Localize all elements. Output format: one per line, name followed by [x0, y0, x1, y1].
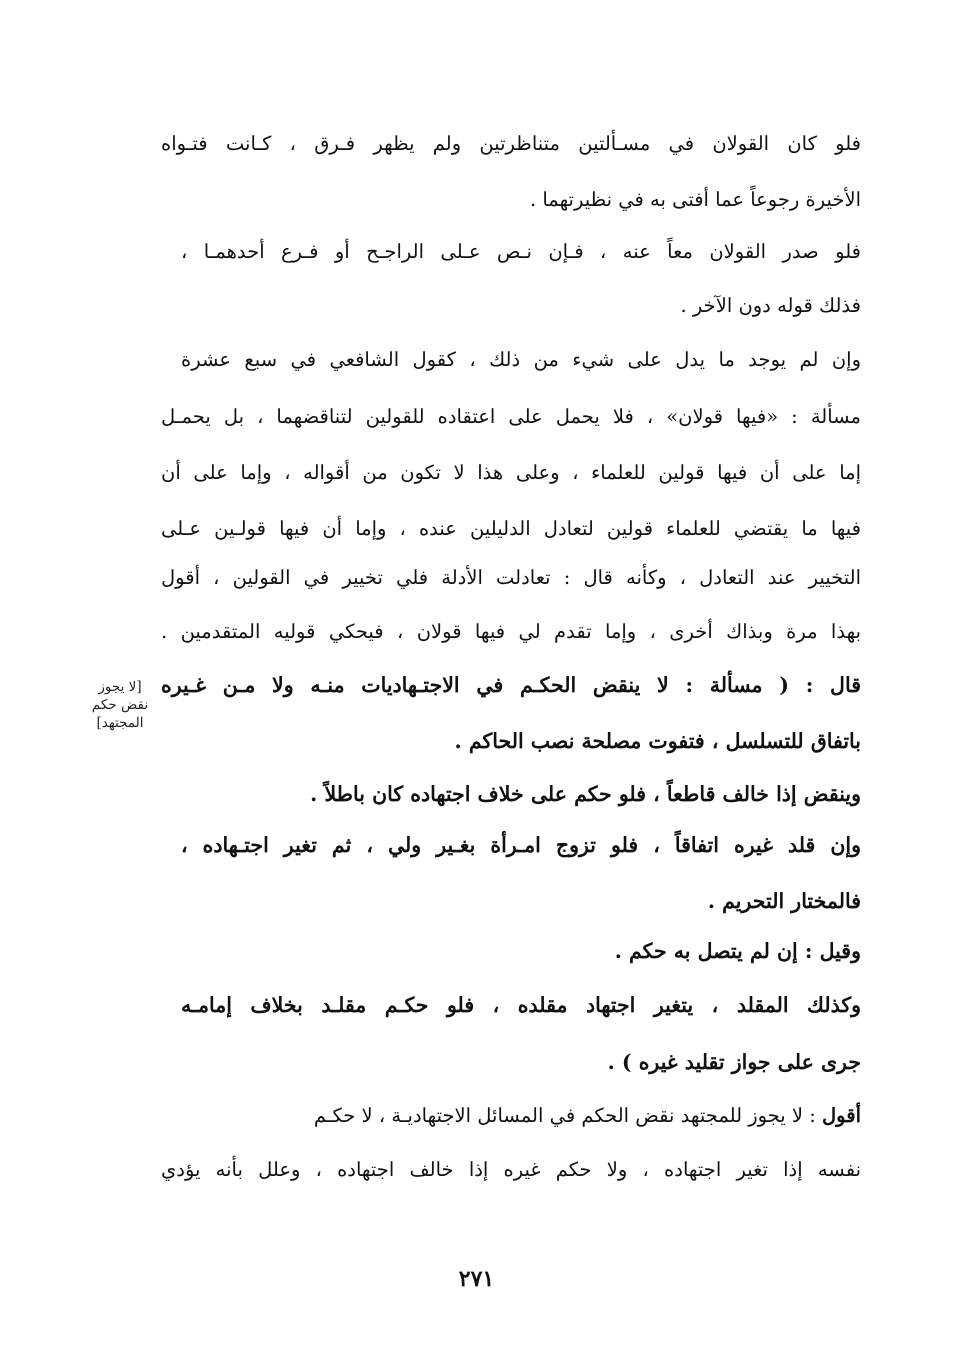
text-line-bold: جرى على جواز تقليد غيره ) . [607, 1050, 861, 1074]
text-line: وإن لم يوجد ما يدل على شيء من ذلك ، كقول الشافعي في سبع عشرة [181, 348, 861, 371]
text-line: التخيير عند التعادل ، وكأنه قال : تعادلت الأدلة فلي تخيير في القولين ، أقول [161, 566, 861, 589]
text-line: نفسه إذا تغير اجتهاده ، ولا حكم غيره إذا خالف اجتهاده ، وعلل بأنه يؤدي [161, 1158, 861, 1181]
margin-note [60, 678, 180, 733]
text-line-bold: قال : ( مسألة : لا ينقض الحكـم في الاجتـهاديات منـه ولا مـن غـيره [161, 673, 861, 697]
text-line: فلو كان القولان في مسـألتين متناظرتين ولم يظهر فـرق ، كـانت فتـواه [161, 132, 861, 155]
text-line-bold: وقيل : إن لم يتصل به حكم . [614, 939, 861, 963]
text-line-bold: وإن قلد غيره اتفاقاً ، فلو تزوج امـرأة بغـير ولي ، ثم تغير اجتـهاده ، [181, 833, 861, 857]
margin-note-line: المجتهد] [96, 715, 144, 732]
page-number: ٢٧١ [458, 1266, 495, 1292]
margin-note-line: [لا يجوز [98, 679, 142, 695]
text-line: الأخيرة رجوعاً عما أفتى به في نظيرتهما . [529, 188, 861, 211]
text-run: : لا يجوز للمجتهد نقض الحكم في المسائل الاجتهاديـة ، لا حكـم [313, 1104, 823, 1127]
text-line: فيها ما يقتضي للعلماء قولين لتعادل الدليلين عنده ، وإما أن فيها قولـين عـلى [161, 517, 861, 540]
text-line: إما على أن فيها قولين للعلماء ، وعلى هذا لا تكون من أقواله ، وإما على أن [161, 461, 861, 484]
text-line: فلو صدر القولان معاً عنه ، فـإن نـص عـلى الراجـح أو فـرع أحدهمـا ، [181, 240, 861, 263]
lead-word: أقول [822, 1104, 861, 1127]
text-line-bold: وينقض إذا خالف قاطعاً ، فلو حكم على خلاف اجتهاده كان باطلاً . [310, 782, 861, 806]
text-line: بهذا مرة وبذاك أخرى ، وإما تقدم لي فيها قولان ، فيحكي قوليه المتقدمين . [161, 620, 861, 643]
text-line-bold: باتفاق للتسلسل ، فتفوت مصلحة نصب الحاكم . [454, 729, 861, 753]
text-line-bold: فالمختار التحريم . [707, 889, 861, 913]
margin-note-line: نقض حكم [91, 697, 149, 714]
text-line [161, 1104, 861, 1127]
text-line: فذلك قوله دون الآخر . [680, 294, 861, 317]
text-line: مسألة : «فيها قولان» ، فلا يحمل على اعتقاده للقولين لتناقضهما ، بل يحمـل [161, 405, 861, 428]
text-line-bold: وكذلك المقلد ، يتغير اجتهاد مقلده ، فلو حكـم مقلـد بخلاف إمامـه [181, 993, 861, 1017]
